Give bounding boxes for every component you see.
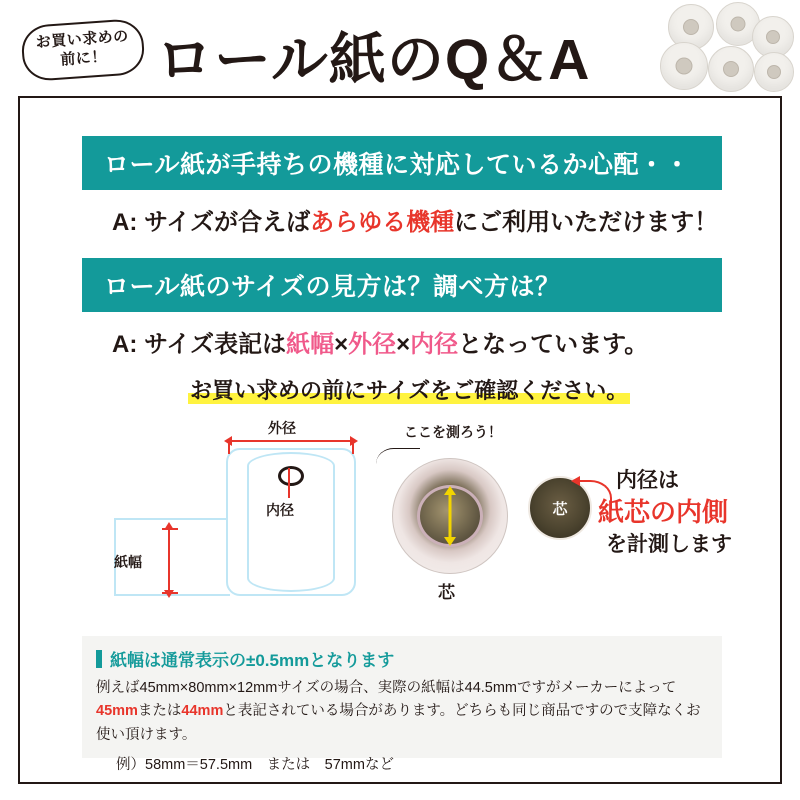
outer-diameter-tick-left: [228, 440, 230, 454]
note-accent-bar: [96, 650, 102, 668]
label-measure-here: ここを測ろう！: [404, 424, 502, 440]
content-frame: [18, 96, 782, 784]
outer-diameter-dim-line: [228, 440, 354, 442]
outer-diameter-tick-right: [352, 440, 354, 454]
badge-line-1: お買い求めの: [35, 28, 130, 52]
page-title: ロール紙のQ＆A: [156, 28, 591, 92]
paper-width-tick-bottom: [162, 592, 178, 594]
question-bar-1: [82, 136, 722, 190]
answer-text-1: [112, 202, 718, 237]
answer-1-emphasis: あらゆる機種: [310, 209, 455, 236]
roll-icon: [754, 52, 794, 92]
inner-diameter-note-line-1: 内径は: [616, 469, 679, 492]
answer-1-suffix: にご利用いただけます！: [454, 209, 719, 236]
answer-2-sep-1: ×: [334, 331, 349, 358]
paper-width-dim-line: [168, 528, 170, 594]
question-text-2: ロール紙のサイズの見方は？調べ方は？: [104, 273, 561, 301]
note-body-part-2-mid: または: [137, 703, 182, 720]
paper-width-tick-top: [162, 528, 178, 530]
roll-icon: [660, 42, 708, 90]
label-paper-width: 紙幅: [114, 554, 142, 570]
answer-2-sep-2: ×: [396, 331, 411, 358]
answer-2-prefix: A: サイズ表記は: [112, 331, 287, 358]
measure-arrow-up: [444, 486, 456, 495]
roll-icon: [708, 46, 754, 92]
question-text-1: ロール紙が手持ちの機種に対応しているか心配・・: [104, 151, 691, 179]
note-body-part-1: 例えば45mm×80mm×12mmサイズの場合、実際の紙幅は44.5mmですがメーカー: [96, 680, 619, 696]
note-body-part-2-post: と表記されている場合があります。どちらも同じ商品で: [223, 703, 585, 720]
roll-core-art: [278, 466, 304, 486]
note-value-45mm: 45mm: [96, 703, 138, 720]
measure-arrow-down: [444, 537, 456, 546]
page-header: [0, 0, 800, 95]
measure-span-line: [449, 492, 452, 540]
note-body-part-3: すので支障なくお使い頂けます。: [96, 703, 701, 743]
badge-line-2: 前に！: [59, 48, 108, 69]
label-outer-diameter: 外径: [268, 420, 296, 436]
answer-text-2: [112, 324, 648, 359]
core-closeup-photo: [392, 458, 508, 574]
answer-2-term-inner-diameter: 内径: [410, 331, 459, 358]
answer-2-term-paper-width: 紙幅: [286, 331, 335, 358]
note-value-44mm: 44mm: [181, 703, 224, 720]
pre-purchase-badge: [20, 18, 146, 82]
paper-roll-photo-icon: [654, 2, 794, 94]
note-example: 例）58mm＝57.5mm または 57mmなど: [116, 757, 394, 774]
core-icon-label: 芯: [552, 500, 568, 518]
label-inner-diameter: 内径: [266, 502, 294, 518]
size-measurement-diagram: [20, 418, 784, 628]
label-core: 芯: [438, 583, 455, 602]
inner-diameter-note-line-2: 紙芯の内側: [598, 497, 729, 527]
note-body-part-2-pre: によって: [618, 680, 677, 696]
answer-1-prefix: A: サイズが合えば: [112, 209, 311, 236]
inner-diameter-leader: [288, 468, 290, 498]
note-heading-row: [96, 646, 708, 671]
question-bar-2: [82, 258, 722, 312]
tolerance-note-box: [82, 636, 722, 774]
answer-2-suffix: となっています。: [458, 331, 649, 358]
note-heading: 紙幅は通常表示の±0.5mmとなります: [110, 651, 395, 670]
inner-diameter-note-line-3: を計測します: [606, 533, 732, 556]
note-body: [96, 677, 708, 747]
answer-2-term-outer-diameter: 外径: [348, 331, 397, 358]
highlight-note: お買い求めの前にサイズをご確認ください。: [188, 374, 630, 405]
